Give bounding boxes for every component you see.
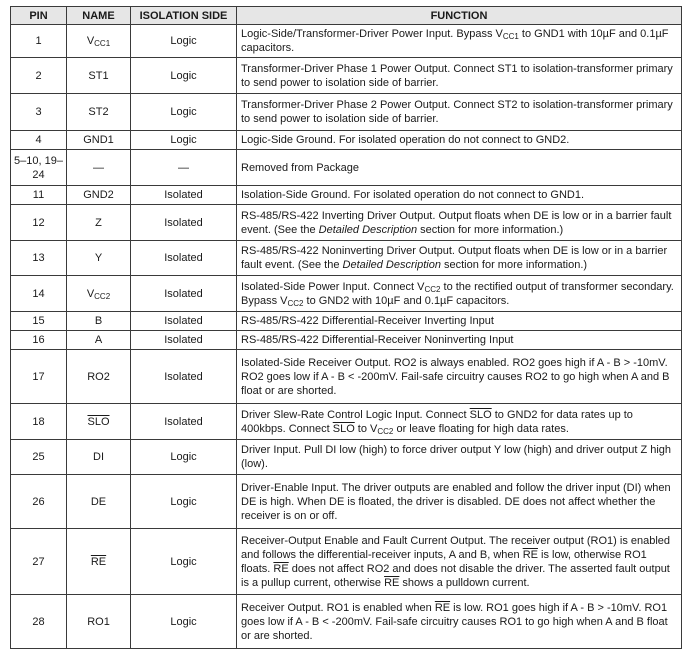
pin-number-cell: 26 (11, 475, 67, 529)
pin-name-cell (67, 25, 131, 58)
function-cell (237, 529, 682, 595)
function-cell (237, 205, 682, 241)
pin-name-base: V (86, 35, 95, 47)
function-text: Logic-Side/Transformer-Driver Power Input. Bypass V (241, 28, 503, 40)
table-row (11, 131, 682, 150)
function-italic-text: Detailed Description (342, 259, 441, 271)
pin-number-cell: 16 (11, 331, 67, 350)
pin-number-cell: 5–10, 19–24 (11, 150, 67, 186)
function-overbar-signal: $\overline{RE}$ (434, 601, 451, 614)
pin-name-cell (67, 529, 131, 595)
function-text: Isolation-Side Ground. For isolated operation do not connect to GND1. (241, 189, 585, 201)
table-row (11, 331, 682, 350)
function-text: Driver Input. Pull DI low (high) to force driver output Y low (high) and driver output Z high (low). (241, 444, 672, 470)
pin-name-cell: — (67, 150, 131, 186)
table-row (11, 276, 682, 312)
function-text: or leave floating for high data rates. (393, 422, 569, 435)
isolation-side-cell: Logic (131, 25, 237, 58)
isolation-side-cell: Isolated (131, 350, 237, 404)
function-text: to the rectified output of transformer secondary. Bypass V (241, 280, 674, 307)
function-cell (237, 276, 682, 312)
function-cell (237, 331, 682, 350)
pin-name-cell: A (67, 331, 131, 350)
table-body (11, 25, 682, 649)
function-text: shows a pulldown current. (399, 576, 530, 589)
pin-number-cell: 13 (11, 241, 67, 276)
function-cell (237, 150, 682, 186)
function-overbar-signal: $\overline{RE}$ (273, 562, 289, 575)
pin-name-overbar: $\overline{RE}$ (90, 555, 107, 568)
function-text: Driver Slew-Rate Control Logic Input. Connect (241, 408, 470, 421)
function-cell (237, 312, 682, 331)
function-text: section for more information.) (417, 223, 564, 236)
isolation-side-cell: Isolated (131, 241, 237, 276)
function-subscript: CC2 (377, 426, 394, 436)
pin-number-cell: 2 (11, 58, 67, 94)
function-cell (237, 241, 682, 276)
pin-number-cell: 27 (11, 529, 67, 595)
table-row (11, 350, 682, 404)
pin-number-cell: 14 (11, 276, 67, 312)
function-subscript: CC2 (424, 284, 441, 294)
table-row (11, 529, 682, 595)
function-text: is low, otherwise RO1 floats. (241, 548, 647, 575)
pin-description-table (10, 6, 682, 649)
function-text: Transformer-Driver Phase 2 Power Output. Connect ST2 to isolation-transformer primary to send power to isolation side of barrier. (241, 99, 673, 125)
pin-number-cell: 28 (11, 595, 67, 649)
function-text: to GND1 with 10µF and 0.1µF capacitors. (241, 28, 669, 54)
function-cell (237, 350, 682, 404)
isolation-side-cell: Isolated (131, 331, 237, 350)
function-overbar-signal: $\overline{RE}$ (384, 576, 400, 589)
table-row (11, 595, 682, 649)
function-text: section for more information.) (440, 259, 588, 271)
function-cell (237, 131, 682, 150)
function-cell (237, 595, 682, 649)
function-text: to GND2 with 10µF and 0.1µF capacitors. (303, 294, 510, 307)
pin-name-cell: GND1 (67, 131, 131, 150)
table-row (11, 241, 682, 276)
function-cell (237, 25, 682, 58)
pin-name-subscript: CC1 (94, 39, 111, 48)
isolation-side-cell: Isolated (131, 312, 237, 331)
pin-name-cell: DE (67, 475, 131, 529)
function-text: Removed from Package (241, 161, 359, 174)
pin-name-cell: RO2 (67, 350, 131, 404)
function-overbar-signal: $\overline{SLO}$ (469, 408, 492, 421)
header-name: NAME (67, 7, 131, 25)
table-row (11, 404, 682, 440)
function-overbar-signal: $\overline{RE}$ (522, 548, 538, 561)
isolation-side-cell: Isolated (131, 404, 237, 440)
pin-name-base: V (86, 287, 95, 300)
function-cell (237, 404, 682, 440)
pin-name-cell: Y (67, 241, 131, 276)
isolation-side-cell: Logic (131, 440, 237, 475)
table-row (11, 58, 682, 94)
isolation-side-cell: — (131, 150, 237, 186)
isolation-side-cell: Logic (131, 475, 237, 529)
function-cell (237, 58, 682, 94)
function-text: RS-485/RS-422 Noninverting Driver Output. Output floats when DE is low or in a barrier fault event. (See the (241, 245, 668, 271)
pin-name-cell: ST2 (67, 94, 131, 131)
pin-number-cell: 3 (11, 94, 67, 131)
isolation-side-cell: Logic (131, 58, 237, 94)
isolation-side-cell: Logic (131, 131, 237, 150)
function-text: Isolated-Side Receiver Output. RO2 is always enabled. RO2 goes high if A - B > -10mV. RO2 goes low if A - B < -200mV. Fail-safe circuitry causes RO2 to go high when A and B float or are shorted. (241, 356, 670, 397)
pin-name-cell: ST1 (67, 58, 131, 94)
isolation-side-cell: Isolated (131, 186, 237, 205)
function-subscript: CC1 (502, 32, 519, 41)
function-text: Transformer-Driver Phase 1 Power Output. Connect ST1 to isolation-transformer primary to send power to isolation side of barrier. (241, 62, 673, 89)
isolation-side-cell: Isolated (131, 276, 237, 312)
function-text: Isolated-Side Power Input. Connect V (241, 280, 425, 293)
pin-name-cell: GND2 (67, 186, 131, 205)
pin-number-cell: 12 (11, 205, 67, 241)
table-row (11, 150, 682, 186)
function-overbar-signal: $\overline{SLO}$ (332, 422, 355, 435)
pin-number-cell: 1 (11, 25, 67, 58)
pin-name-overbar: $\overline{SLO}$ (87, 415, 110, 428)
pin-name-cell: Z (67, 205, 131, 241)
pin-number-cell: 11 (11, 186, 67, 205)
function-cell (237, 94, 682, 131)
table-row (11, 312, 682, 331)
function-text: Driver-Enable Input. The driver outputs are enabled and follow the driver input (DI) when DE is high. When DE is floated, the driver is disabled. DE does not affect whether the receiver is on or off. (241, 481, 671, 522)
table-row (11, 94, 682, 131)
pin-number-cell: 4 (11, 131, 67, 150)
pin-number-cell: 15 (11, 312, 67, 331)
header-function: FUNCTION (237, 7, 682, 25)
header-pin: PIN (11, 7, 67, 25)
isolation-side-cell: Isolated (131, 205, 237, 241)
table-header-row (11, 7, 682, 25)
pin-number-cell: 17 (11, 350, 67, 404)
table-row (11, 475, 682, 529)
table-row (11, 205, 682, 241)
table-row (11, 186, 682, 205)
function-cell (237, 475, 682, 529)
pin-name-cell (67, 276, 131, 312)
function-text: Receiver-Output Enable and Fault Current Output. The receiver output (RO1) is enabled and follows the differential-receiver inputs, A and B, when (241, 534, 671, 561)
function-text: Receiver Output. RO1 is enabled when (241, 601, 435, 614)
function-text: RS-485/RS-422 Differential-Receiver Inverting Input (241, 315, 494, 327)
function-text: Logic-Side Ground. For isolated operation do not connect to GND2. (241, 134, 570, 146)
function-text: is low. RO1 goes high if A - B > -10mV. RO1 goes low if A - B < -200mV. Fail-safe circuitry causes RO1 to go high when A and B float or are shorted. (241, 601, 668, 642)
function-cell (237, 440, 682, 475)
function-cell (237, 186, 682, 205)
pin-name-cell: B (67, 312, 131, 331)
table-row (11, 25, 682, 58)
pin-description-table-wrapper (10, 6, 681, 649)
isolation-side-cell: Logic (131, 529, 237, 595)
function-subscript: CC2 (287, 298, 304, 308)
function-text: RS-485/RS-422 Differential-Receiver Noninverting Input (241, 334, 514, 346)
function-text: to GND2 for data rates up to 400kbps. Connect (241, 408, 633, 435)
function-italic-text: Detailed Description (318, 223, 418, 236)
pin-name-subscript: CC2 (94, 291, 111, 301)
table-row (11, 440, 682, 475)
pin-number-cell: 25 (11, 440, 67, 475)
header-isolation-side: ISOLATION SIDE (131, 7, 237, 25)
function-text: does not affect RO2 and does not disable the driver. The asserted fault output is a pullup current, otherwise (241, 562, 670, 589)
isolation-side-cell: Logic (131, 94, 237, 131)
pin-number-cell: 18 (11, 404, 67, 440)
function-text: to V (354, 422, 378, 435)
isolation-side-cell: Logic (131, 595, 237, 649)
pin-name-cell: DI (67, 440, 131, 475)
pin-name-cell (67, 404, 131, 440)
function-text: RS-485/RS-422 Inverting Driver Output. Output floats when DE is low or in a barrier fault event. (See the (241, 209, 672, 236)
pin-name-cell: RO1 (67, 595, 131, 649)
